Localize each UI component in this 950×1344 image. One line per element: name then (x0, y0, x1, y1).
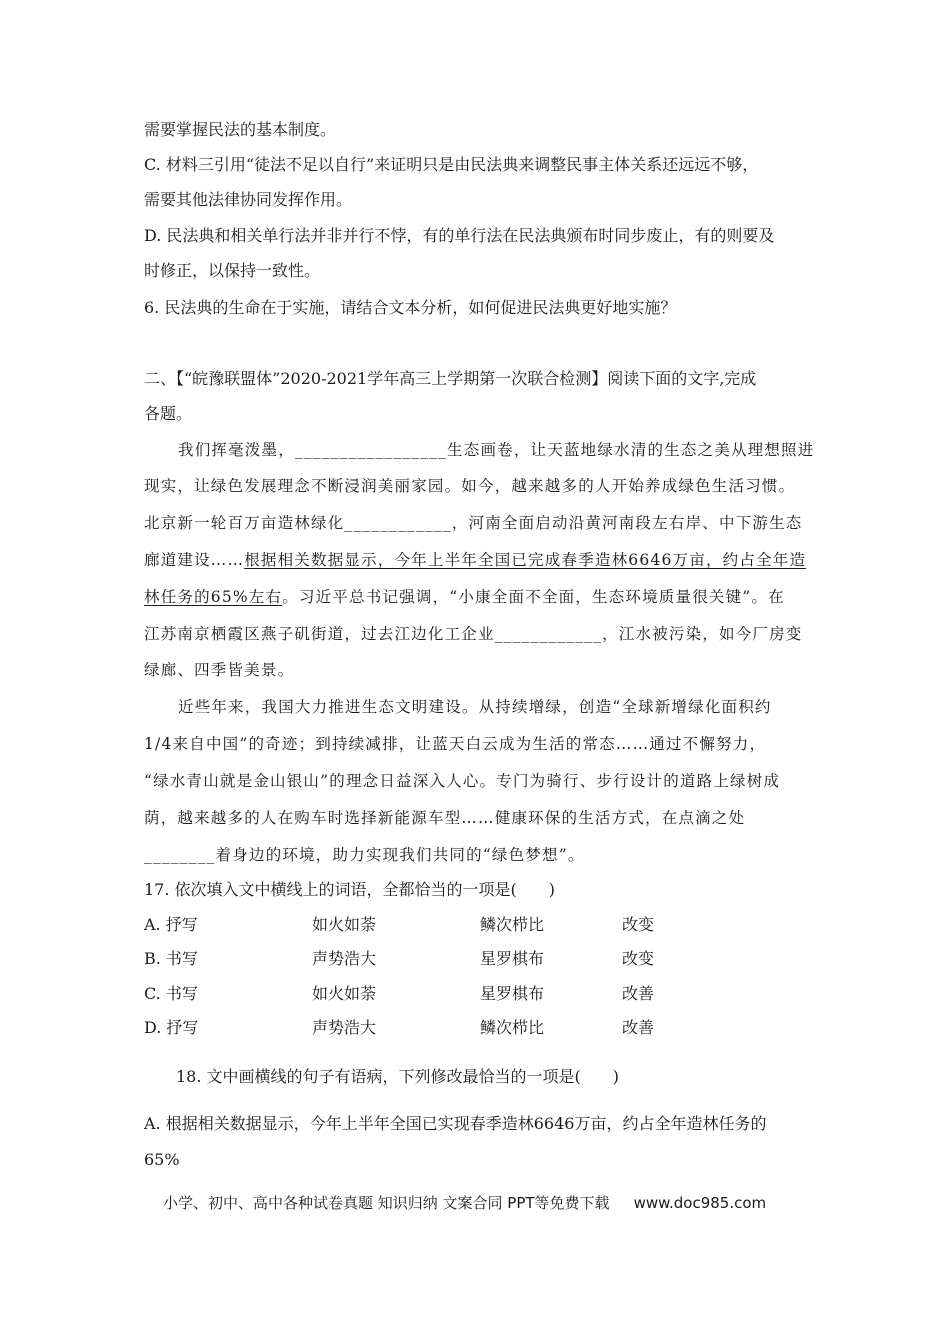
passage-line: ________着身边的环境，助力实现我们共同的“绿色梦想”。 (144, 846, 585, 864)
footer-url[interactable]: www.doc985.com (633, 1194, 767, 1212)
page-footer (163, 1192, 766, 1213)
question-18-option-a-cont: 65% (144, 1150, 180, 1169)
option-word: 鳞次栉比 (480, 915, 545, 934)
passage-line: 绿廊、四季皆美景。 (144, 661, 295, 679)
option-word: 改善 (622, 984, 655, 1003)
passage-line: 江苏南京栖霞区燕子矶街道，过去江边化工企业____________，江水被污染，如今厂房变 (144, 625, 803, 643)
passage-line: 1/4来自中国”的奇迹；到持续减排，让蓝天白云成为生活的常态……通过不懈努力， (144, 735, 767, 753)
option-d-text: D. 民法典和相关单行法并非并行不悖，有的单行法在民法典颁布时同步废止，有的则要及 (144, 226, 775, 245)
underlined-sentence: 林任务的65%左右 (144, 588, 283, 606)
option-word: 改善 (622, 1018, 655, 1037)
question-18: 18. 文中画横线的句子有语病，下列修改最恰当的一项是( ) (176, 1067, 620, 1086)
option-word: 如火如荼 (312, 915, 377, 934)
passage-line (144, 587, 785, 607)
option-word: 改变 (622, 915, 655, 934)
option-word: 声势浩大 (312, 1018, 377, 1037)
option-label: D. 抒写 (144, 1018, 199, 1037)
option-word: 如火如荼 (312, 984, 377, 1003)
option-word: 星罗棋布 (480, 984, 545, 1003)
question-18-option-a: A. 根据相关数据显示，今年上半年全国已实现春季造林6646万亩，约占全年造林任务的 (144, 1114, 767, 1133)
option-word: 星罗棋布 (480, 949, 545, 968)
text-line: 时修正，以保持一致性。 (144, 261, 321, 280)
passage-line: 荫，越来越多的人在购车时选择新能源车型……健康环保的生活方式，在点滴之处 (144, 809, 746, 827)
passage-line: 北京新一轮百万亩造林绿化____________，河南全面启动沿黄河南段左右岸、中下游生态 (144, 514, 803, 532)
passage-line: 现实，让绿色发展理念不断浸润美丽家园。如今，越来越多的人开始养成绿色生活习惯。 (144, 477, 796, 495)
question-6: 6. 民法典的生命在于实施，请结合文本分析，如何促进民法典更好地实施？ (144, 298, 677, 317)
option-label: B. 书写 (144, 949, 198, 968)
section-heading-cont: 各题。 (144, 404, 193, 423)
passage-text: 。习近平总书记强调，“小康全面不全面，生态环境质量很关键”。在 (282, 588, 785, 606)
underlined-sentence: 根据相关数据显示，今年上半年全国已完成春季造林6646万亩，约占全年造 (244, 551, 807, 569)
text-line: 需要其他法律协同发挥作用。 (144, 190, 353, 209)
footer-text: 小学、初中、高中各种试卷真题 知识归纳 文案合同 PPT等免费下载 (163, 1194, 610, 1212)
option-c-text: C. 材料三引用“徒法不足以自行”来证明只是由民法典来调整民事主体关系还远远不够， (144, 155, 759, 174)
question-17: 17. 依次填入文中横线上的词语，全都恰当的一项是( ) (144, 880, 556, 899)
option-word: 改变 (622, 949, 655, 968)
passage-line: “绿水青山就是金山银山”的理念日益深入人心。专门为骑行、步行设计的道路上绿树成 (144, 772, 781, 790)
passage-line: 我们挥毫泼墨，_________________生态画卷，让天蓝地绿水清的生态之美从理想照进 (178, 441, 815, 459)
option-word: 鳞次栉比 (480, 1018, 545, 1037)
passage-line: 近些年来，我国大力推进生态文明建设。从持续增绿，创造“全球新增绿化面积约 (178, 698, 772, 716)
text-line: 需要掌握民法的基本制度。 (144, 120, 337, 139)
section-heading: 二、【“皖豫联盟体”2020-2021学年高三上学期第一次联合检测】阅读下面的文字,完成 (144, 369, 757, 388)
passage-line (144, 550, 806, 570)
option-label: A. 抒写 (144, 915, 198, 934)
option-label: C. 书写 (144, 984, 198, 1003)
option-word: 声势浩大 (312, 949, 377, 968)
passage-text: 廊道建设…… (144, 551, 245, 569)
